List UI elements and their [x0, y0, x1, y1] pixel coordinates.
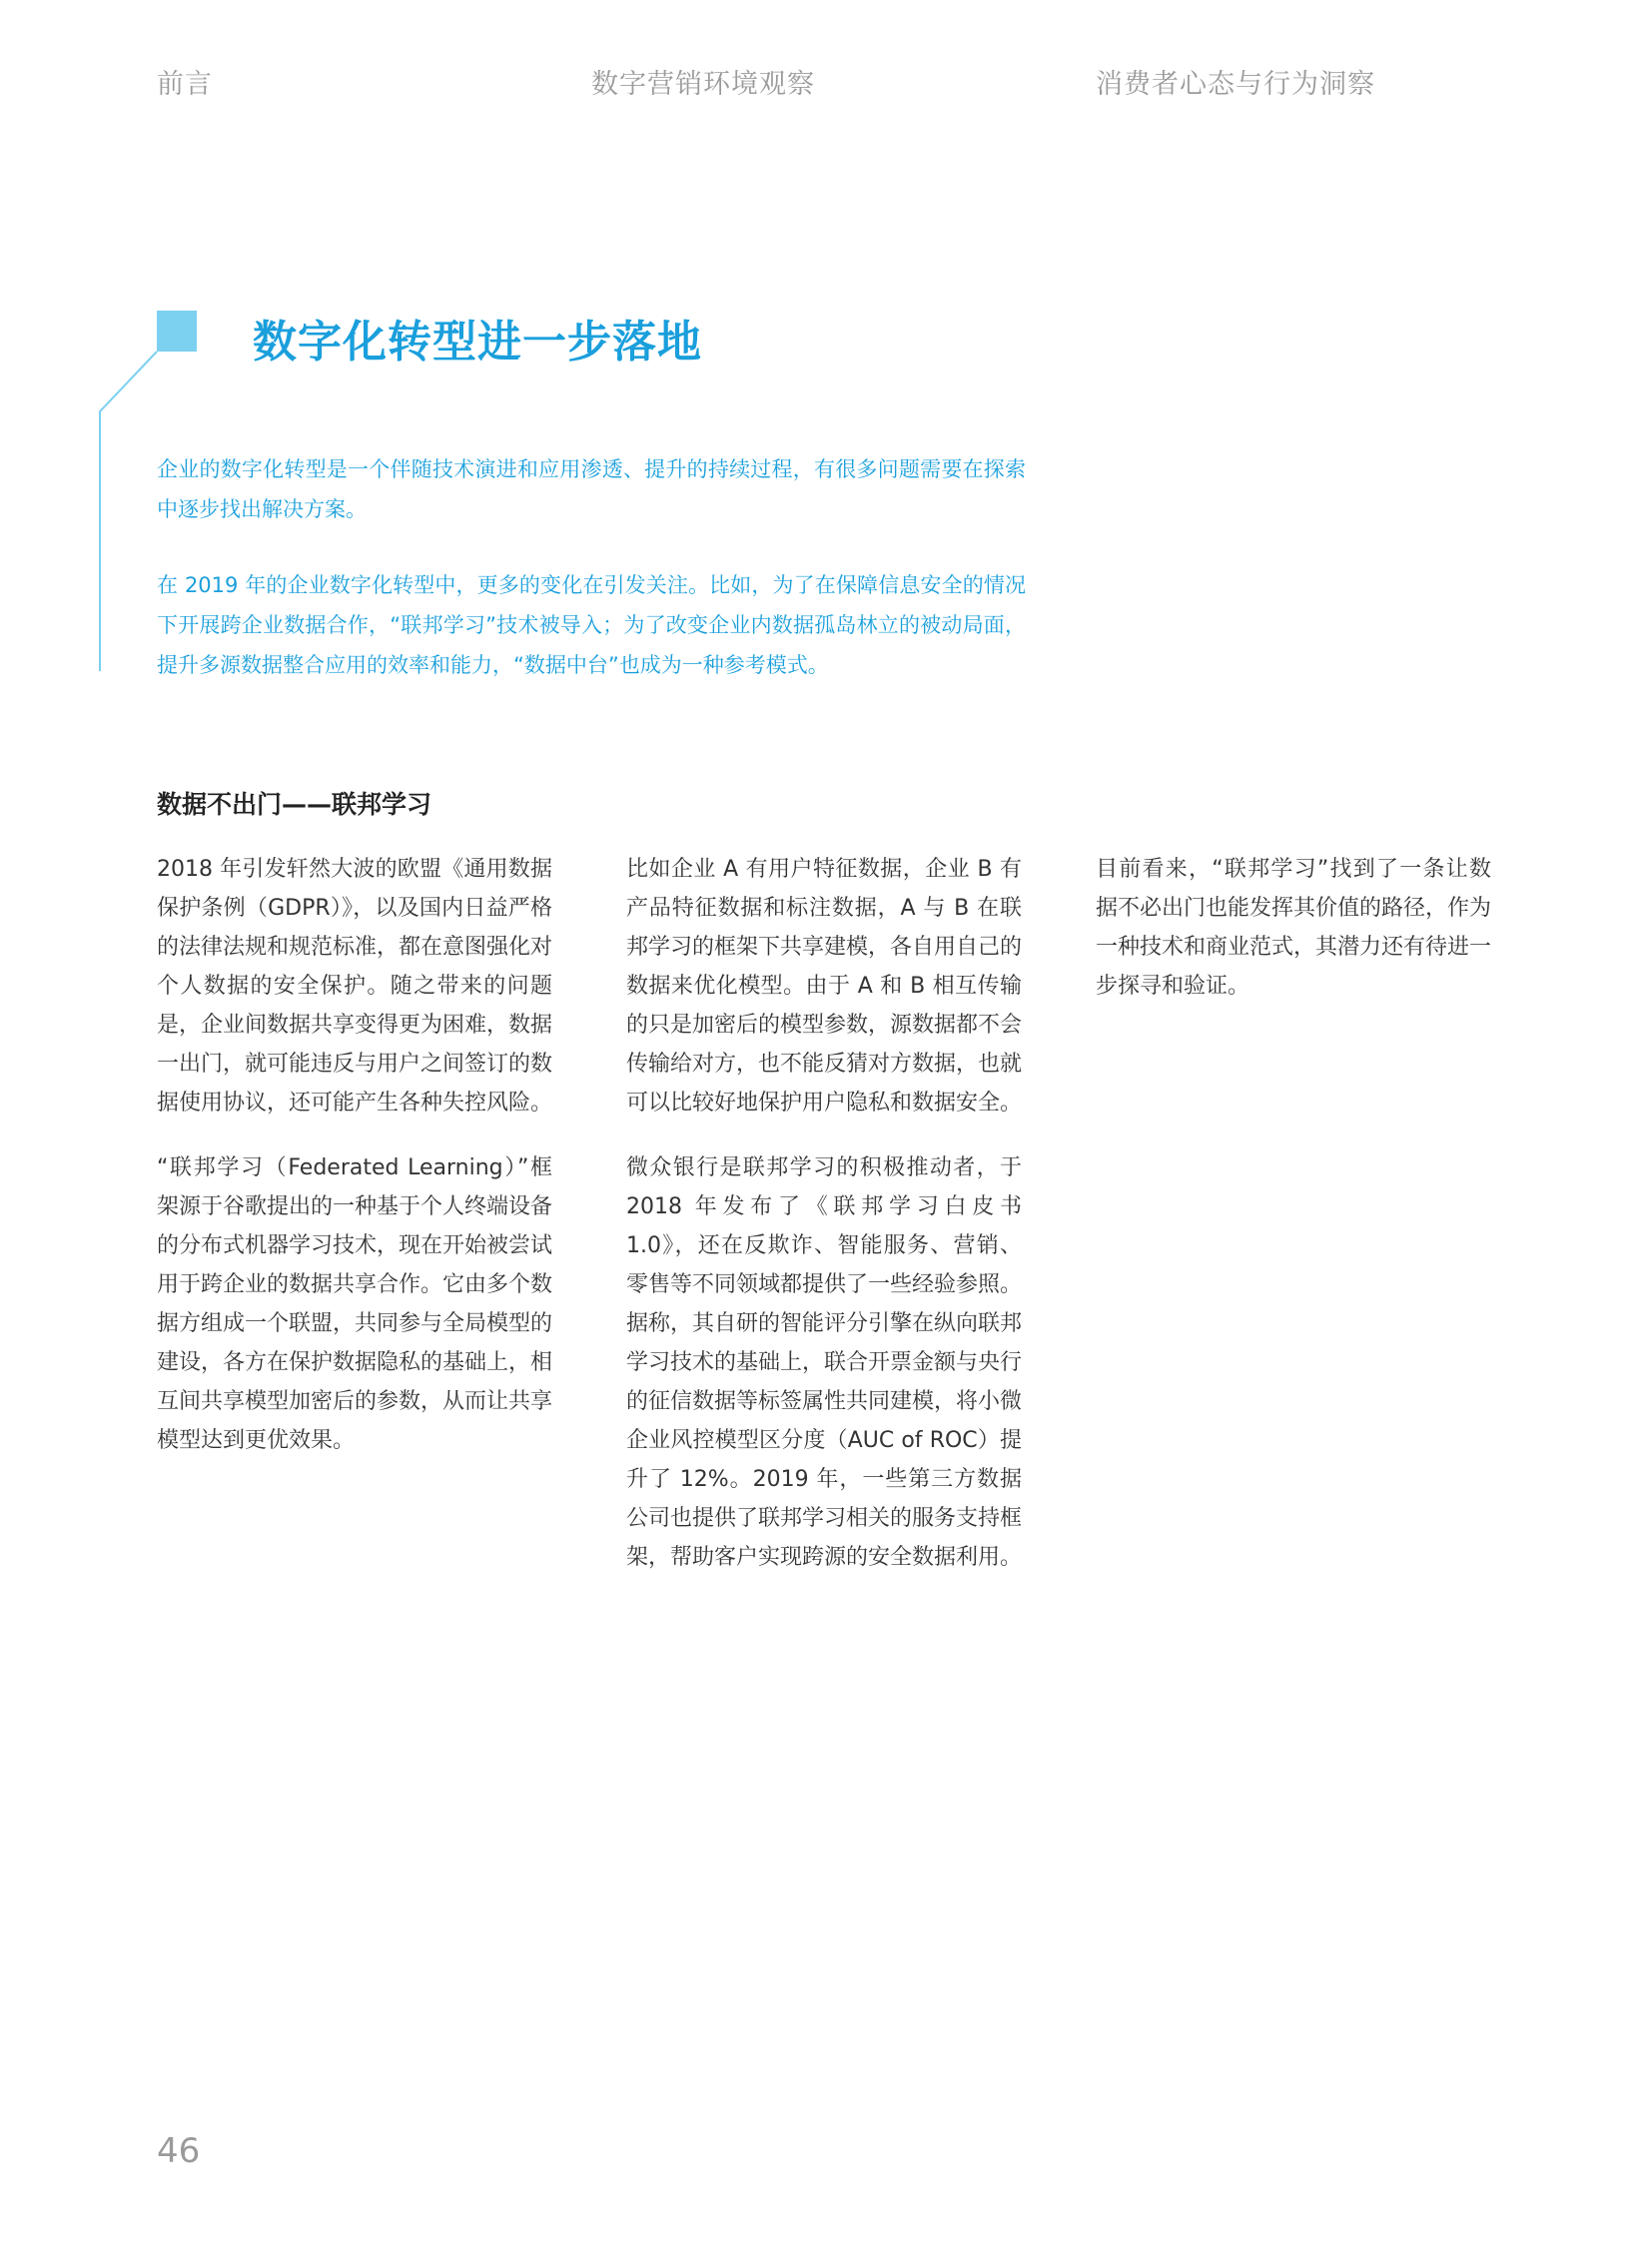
body-paragraph: “联邦学习（Federated Learning）”框架源于谷歌提出的一种基于个人终端设备的分布式机器学习技术，现在开始被尝试用于跨企业的数据共享合作。它由多个数据方组成一个联盟，共同参与全局模型的建设，各方在保护数据隐私的基础上，相互间共享模型加密后的参数，从而让共享模型达到更优效果。 [157, 1155, 553, 1453]
body-paragraph: 目前看来，“联邦学习”找到了一条让数据不必出门也能发挥其价值的路径，作为一种技术和商业范式，其潜力还有待进一步探寻和验证。 [1096, 857, 1492, 999]
heading-square-icon [157, 311, 197, 352]
nav-item-digital-marketing[interactable]: 数字营销环境观察 [591, 69, 815, 100]
intro-paragraph: 企业的数字化转型是一个伴随技术演进和应用渗透、提升的持续过程，有很多问题需要在探索中逐步找出解决方案。 [157, 457, 1026, 521]
intro-paragraph: 在 2019 年的企业数字化转型中，更多的变化在引发关注。比如，为了在保障信息安全的情况下开展跨企业数据合作，“联邦学习”技术被导入；为了改变企业内数据孤岛林立的被动局面，提升多源数据整合应用的效率和能力，“数据中台”也成为一种参考模式。 [157, 573, 1026, 677]
text-column-1 [157, 850, 552, 1486]
nav-item-preface[interactable]: 前言 [157, 69, 213, 100]
section-title: 数字化转型进一步落地 [253, 317, 702, 368]
body-paragraph: 微众银行是联邦学习的积极推动者，于 2018 年发布了《联邦学习白皮书 1.0》，还在反欺诈、智能服务、营销、零售等不同领域都提供了一些经验参照。据称，其自研的智能评分引擎在纵向联邦学习技术的基础上，联合开票金额与央行的征信数据等标签属性共同建模，将小微企业风控模型区分度（AUC of ROC）提升了 12%。2019 年，一些第三方数据公司也提供了联邦学习相关的服务支持框架，帮助客户实现跨源的安全数据利用。 [626, 1155, 1023, 1570]
nav-item-consumer-insight[interactable]: 消费者心态与行为洞察 [1096, 69, 1375, 100]
body-paragraph: 比如企业 A 有用户特征数据，企业 B 有产品特征数据和标注数据，A 与 B 在联邦学习的框架下共享建模，各自用自己的数据来优化模型。由于 A 和 B 相互传输的只是加密后的模型参数，源数据都不会传输给对方，也不能反猜对方数据，也就可以比较好地保护用户隐私和数据安全。 [626, 857, 1023, 1116]
body-paragraph: 2018 年引发轩然大波的欧盟《通用数据保护条例（GDPR）》，以及国内日益严格的法律法规和规范标准，都在意图强化对个人数据的安全保护。随之带来的问题是，企业间数据共享变得更为困难，数据一出门，就可能违反与用户之间签订的数据使用协议，还可能产生各种失控风险。 [157, 857, 553, 1116]
page-number: 46 [157, 2131, 201, 2171]
text-column-2 [626, 850, 1022, 1603]
text-column-3 [1096, 850, 1491, 1032]
article-subheading: 数据不出门——联邦学习 [157, 790, 432, 819]
